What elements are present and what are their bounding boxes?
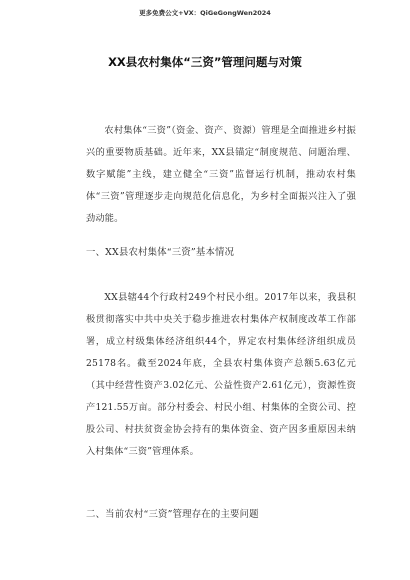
intro-paragraph: 农村集体“三资”（资金、资产、资源）管理是全面推进乡村振兴的重要物质基础。近年来，XX县锚定“制度规范、问题治理、数字赋能”主线，建立健全“三资”监督运行机制，推动农村集体“三资”管理逐步走向规范化信息化，为乡村全面振兴注入了强劲动能。 bbox=[86, 125, 356, 224]
section-heading-1: 一、XX县农村集体“三资”基本情况 bbox=[86, 247, 235, 258]
section-heading-2: 二、当前农村“三资”管理存在的主要问题 bbox=[86, 509, 259, 520]
section-1-paragraph: XX县辖44个行政村249个村民小组。2017年以来，我县积极贯彻落实中共中央关于稳步推进农村集体产权制度改革工作部署，成立村级集体经济组织44个，界定农村集体经济组织成员25178名。截至2024年底，全县农村集体资产总额5.63亿元（其中经营性资产3.02亿元、公益性资产2.61亿元），资源性资产121.55万亩。部分村委会、村民小组、村集体的全资公司、控股公司、村扶贫资金协会持有的集体资金、资产因多重原因未纳入村集体“三资”管理体系。 bbox=[86, 292, 356, 457]
header-note: 更多免费公文+VX：QiGeGongWen2024 bbox=[139, 9, 271, 17]
document-title: XX县农村集体“三资”管理问题与对策 bbox=[108, 55, 302, 69]
